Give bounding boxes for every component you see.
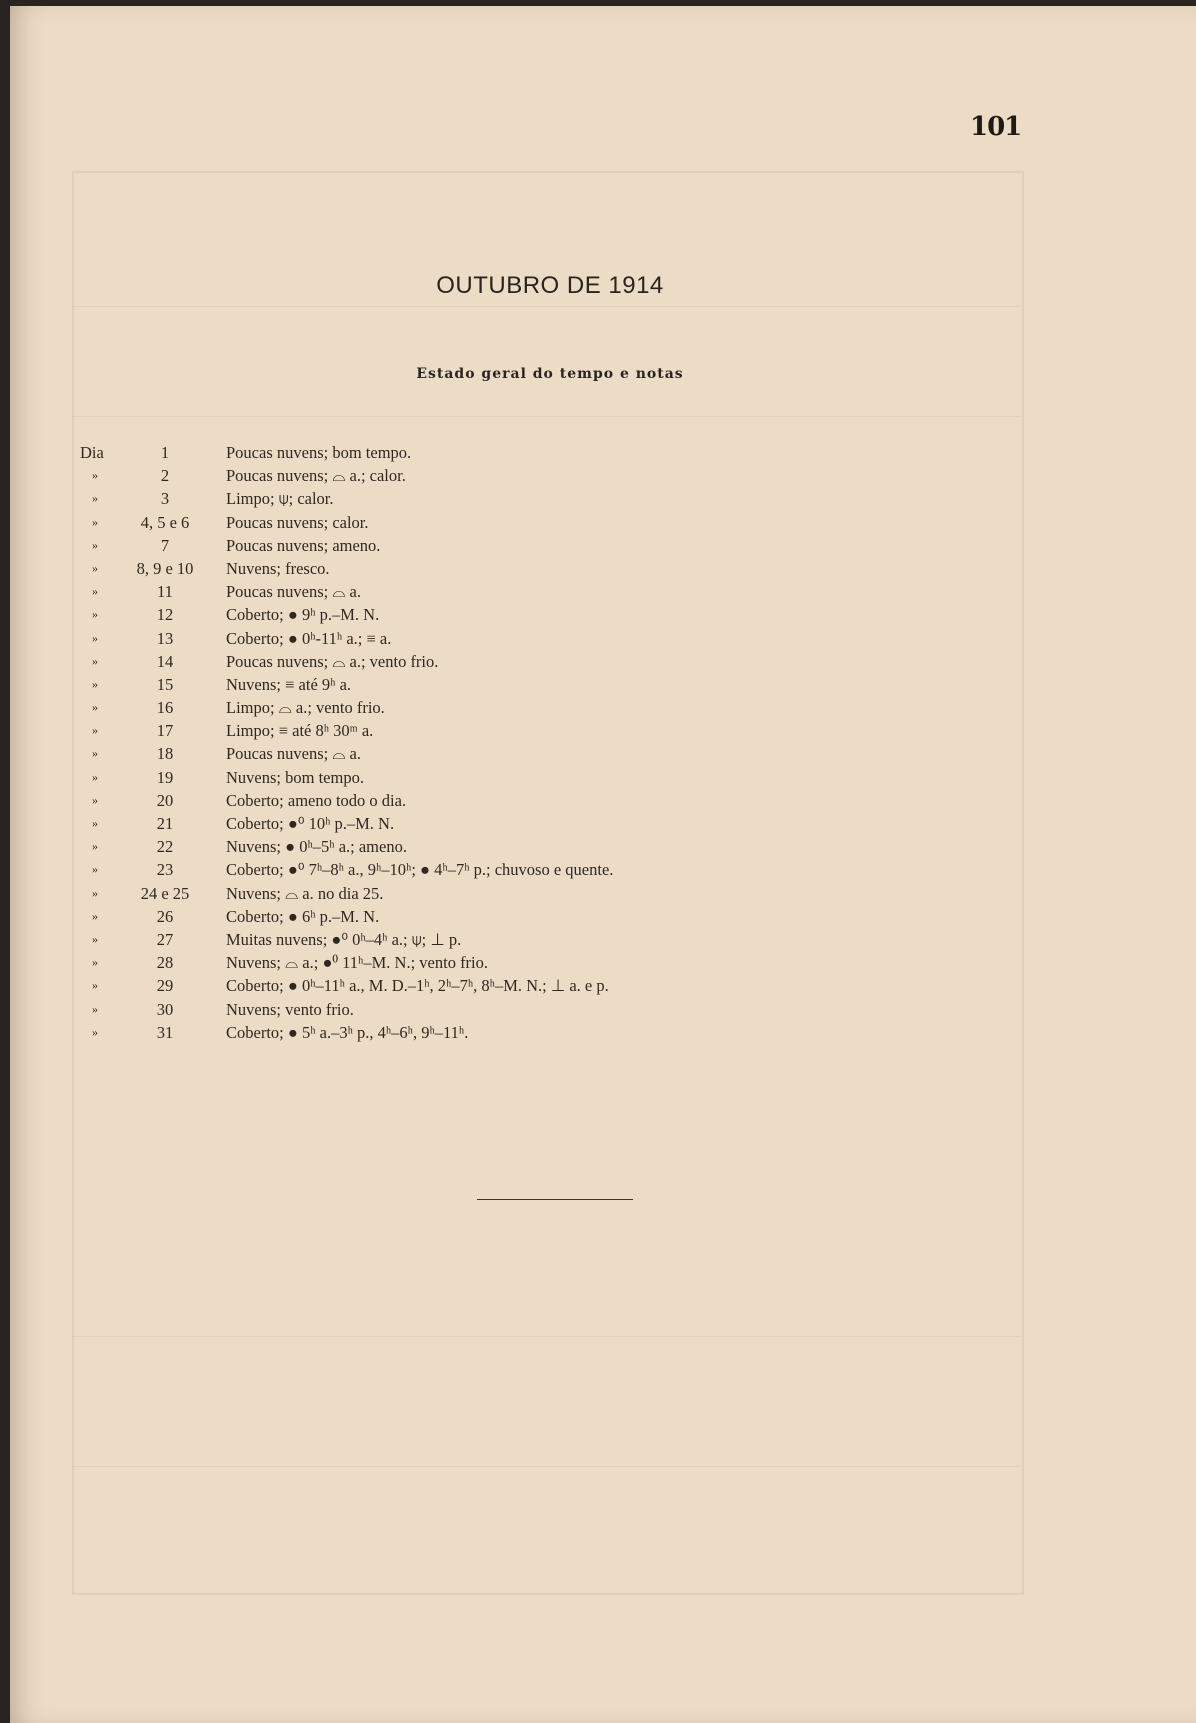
ditto-mark: » [92,607,98,622]
ditto-mark: » [92,816,98,830]
ditto-mark: » [92,955,98,970]
weather-note: Coberto; ● 6ʰ p.–M. N. [226,906,380,926]
bleed-through-line [72,1336,1020,1337]
weather-note: Nuvens; ⌓ a.; ●⁰ 11ʰ–M. N.; vento frio. [226,953,489,973]
closing-rule [477,1199,633,1200]
ditto-mark: » [92,746,98,761]
weather-note: Poucas nuvens; ⌓ a. [226,582,361,602]
day-number: 16 [156,698,174,718]
day-number: 8, 9 e 10 [136,558,194,578]
weather-note: Coberto; ● 0ʰ–11ʰ a., M. D.–1ʰ, 2ʰ–7ʰ, 8ʰ–M. N.; ⊥ a. e p. [226,976,609,996]
weather-note: Nuvens; ● 0ʰ–5ʰ a.; ameno. [226,837,407,857]
bleed-through-line [72,416,1020,417]
day-number: 23 [156,860,174,880]
day-number: 4, 5 e 6 [140,512,190,532]
weather-note: Nuvens; ≡ até 9ʰ a. [226,674,352,694]
ditto-mark: » [92,653,98,668]
day-number: 30 [156,999,174,1019]
day-label: Dia [80,443,104,462]
ditto-mark: » [92,468,98,483]
weather-note: Coberto; ●⁰ 7ʰ–8ʰ a., 9ʰ–10ʰ; ● 4ʰ–7ʰ p.; chuvoso e quente. [226,860,614,880]
day-number: 20 [156,790,174,810]
weather-note: Nuvens; bom tempo. [226,767,364,787]
ditto-mark: » [92,676,98,691]
weather-note: Nuvens; ⌓ a. no dia 25. [226,883,384,903]
ditto-mark: » [92,769,98,784]
day-number: 2 [160,466,170,486]
day-number: 14 [156,651,174,671]
weather-note: Poucas nuvens; calor. [226,512,369,532]
ditto-mark: » [92,700,98,715]
ditto-mark: » [92,839,98,854]
weather-note: Poucas nuvens; ameno. [226,535,381,555]
weather-note: Poucas nuvens; ⌓ a.; calor. [226,466,406,486]
weather-note: Limpo; ⍦; calor. [226,489,334,509]
weather-note: Limpo; ≡ até 8ʰ 30ᵐ a. [226,721,374,741]
ditto-mark: » [92,537,98,552]
ditto-mark: » [92,723,98,738]
weather-note: Coberto; ● 5ʰ a.–3ʰ p., 4ʰ–6ʰ, 9ʰ–11ʰ. [226,1022,469,1042]
weather-note: Nuvens; vento frio. [226,999,354,1019]
weather-note: Coberto; ameno todo o dia. [226,790,407,810]
weather-note: Limpo; ⌓ a.; vento frio. [226,698,385,718]
ditto-mark: » [92,792,98,807]
day-number: 12 [156,605,174,625]
day-number: 13 [156,628,174,648]
ditto-mark: » [92,978,98,993]
day-number: 22 [156,837,174,857]
ditto-mark: » [92,560,98,575]
day-number: 28 [156,953,174,973]
weather-note: Poucas nuvens; ⌓ a. [226,744,361,764]
ditto-mark: » [92,630,98,645]
weather-note: Poucas nuvens; ⌓ a.; vento frio. [226,651,439,671]
day-number: 21 [156,814,174,833]
ditto-mark: » [92,584,98,599]
ditto-mark: » [92,885,98,900]
day-number: 3 [160,489,170,509]
weather-note: Poucas nuvens; bom tempo. [226,443,412,462]
ditto-mark: » [92,931,98,946]
weather-note: Coberto; ●⁰ 10ʰ p.–M. N. [226,814,395,833]
day-number: 26 [156,906,174,926]
day-number: 31 [156,1022,174,1042]
day-number: 1 [160,443,170,462]
day-number: 18 [156,744,174,764]
day-number: 24 e 25 [140,883,190,903]
day-number: 11 [157,582,173,602]
day-number: 29 [156,976,174,996]
bleed-through-line [72,306,1020,307]
ditto-mark: » [92,514,98,529]
day-number: 15 [156,674,174,694]
ditto-mark: » [92,908,98,923]
day-number: 19 [156,767,174,787]
weather-note: Muitas nuvens; ●⁰ 0ʰ–4ʰ a.; ⍦; ⊥ p. [226,929,462,949]
weather-note: Coberto; ● 0ʰ-11ʰ a.; ≡ a. [226,628,392,648]
weather-note: Coberto; ● 9ʰ p.–M. N. [226,605,380,625]
ditto-mark: » [92,491,98,506]
day-number: 27 [156,929,174,949]
day-number: 17 [156,721,174,741]
ditto-mark: » [92,862,98,877]
page-title: OUTUBRO DE 1914 [436,272,664,299]
weather-note: Nuvens; fresco. [226,558,330,578]
ditto-mark: » [92,1024,98,1039]
page-number: 101 [970,112,1022,142]
day-number: 7 [160,535,170,555]
bleed-through-line [72,1466,1020,1467]
ditto-mark: » [92,1001,98,1016]
section-subtitle: Estado geral do tempo e notas [416,366,684,382]
